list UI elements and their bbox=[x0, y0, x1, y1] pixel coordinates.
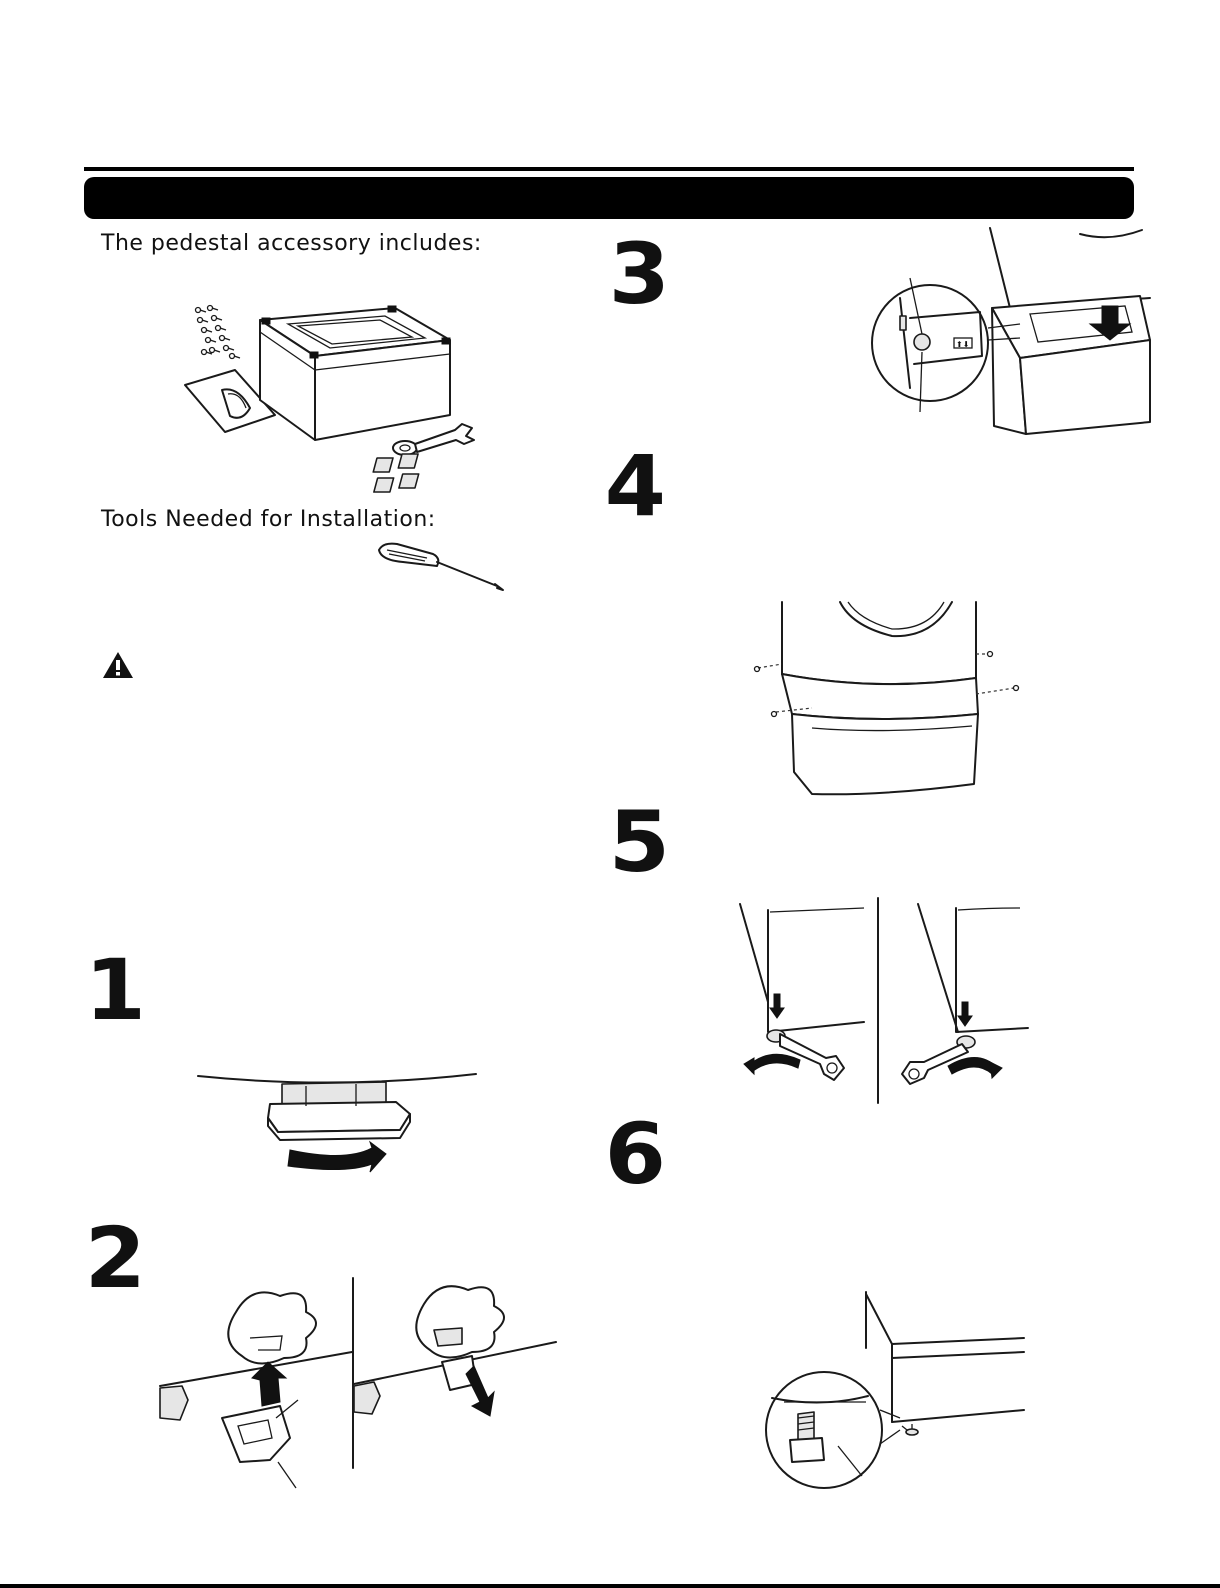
step1-illustration bbox=[196, 1070, 486, 1185]
screwdriver-icon bbox=[375, 540, 510, 600]
pedestal-box-icon bbox=[260, 306, 450, 440]
step-number-3: 3 bbox=[608, 225, 668, 323]
step-number-6: 6 bbox=[604, 1105, 664, 1203]
step5-illustration bbox=[740, 898, 1040, 1108]
step-number-4: 4 bbox=[604, 437, 664, 535]
section-title-bar bbox=[84, 177, 1134, 219]
step6-illustration bbox=[762, 1290, 1032, 1490]
step4-illustration bbox=[752, 602, 1032, 802]
tools-caption: Tools Needed for Installation: bbox=[101, 507, 436, 532]
accessory-caption: The pedestal accessory includes: bbox=[101, 231, 482, 256]
step2-illustration bbox=[160, 1278, 560, 1493]
step-number-2: 2 bbox=[84, 1209, 144, 1307]
step3-illustration bbox=[870, 228, 1150, 438]
footer-rule bbox=[0, 1584, 1220, 1588]
foot-clips-icon bbox=[373, 454, 418, 492]
step-number-5: 5 bbox=[608, 793, 668, 891]
screws-icon bbox=[196, 306, 241, 359]
pedestal-accessory-illustration bbox=[180, 290, 480, 500]
wrench-icon bbox=[393, 424, 474, 455]
svg-text:⬆⬇: ⬆⬇ bbox=[956, 340, 970, 349]
header-rule bbox=[84, 167, 1134, 171]
warning-triangle-icon bbox=[101, 650, 135, 680]
step-number-1: 1 bbox=[84, 941, 144, 1039]
